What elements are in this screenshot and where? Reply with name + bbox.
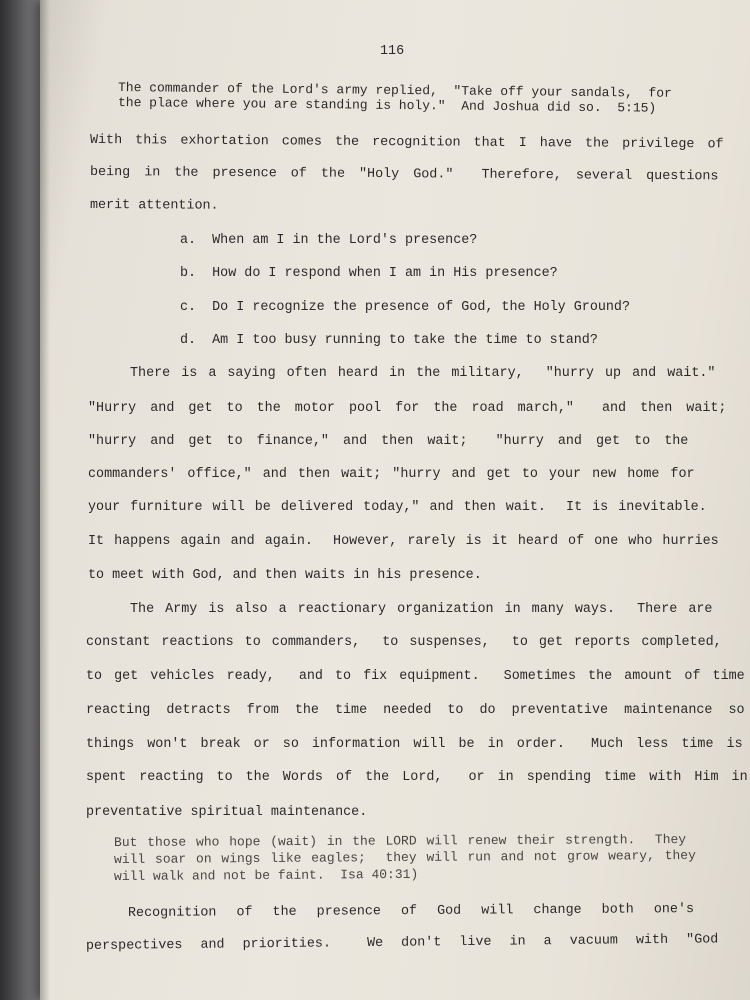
paragraph-line: It happens again and again. However, rarely is it heard of one who hurries <box>88 534 719 549</box>
paragraph-line: to get vehicles ready, and to fix equipment. Sometimes the amount of time <box>86 669 745 684</box>
paragraph-line: commanders' office," and then wait; "hurry and get to your new home for <box>88 467 695 482</box>
paragraph-line: With this exhortation comes the recognition that I have the privilege of <box>89 133 724 153</box>
block-quote-line: will walk and not be faint. Isa 40:31) <box>113 866 419 884</box>
paragraph-line: things won't break or so information will be in order. Much less time is <box>86 737 743 752</box>
question-item: b. How do I respond when I am in His presence? <box>180 266 558 281</box>
paragraph-line: "hurry and get to finance," and then wait; "hurry and get to the <box>88 434 689 449</box>
paragraph-line: There is a saying often heard in the military, "hurry up and wait." <box>130 366 716 381</box>
block-quote-line: the place where you are standing is holy." And Joshua did so. 5:15) <box>117 95 657 116</box>
paragraph-line: merit attention. <box>89 198 219 214</box>
paragraph-line: Recognition of the presence of God will change both one's <box>127 902 695 921</box>
block-quote-line: But those who hope (wait) in the LORD will renew their strength. They <box>113 832 687 850</box>
paragraph-line: your furniture will be delivered today," and then wait. It is inevitable. <box>88 500 707 515</box>
question-item: c. Do I recognize the presence of God, the Holy Ground? <box>180 300 630 315</box>
paragraph-line: preventative spiritual maintenance. <box>86 805 368 820</box>
paragraph-line: to meet with God, and then waits in his presence. <box>88 568 482 583</box>
paragraph-line: constant reactions to commanders, to suspenses, to get reports completed, <box>86 635 722 650</box>
paragraph-line: The Army is also a reactionary organization in many ways. There are <box>130 602 713 617</box>
page-number: 116 <box>380 44 405 59</box>
paragraph-line: being in the presence of the "Holy God." Therefore, several questions <box>89 165 719 185</box>
block-quote-line: The commander of the Lord's army replied, "Take off your sandals, for <box>117 80 672 101</box>
question-item: d. Am I too busy running to take the time to stand? <box>180 333 598 348</box>
paragraph-line: perspectives and priorities. We don't live in a vacuum with "God <box>85 932 719 954</box>
paragraph-line: "Hurry and get to the motor pool for the road march," and then wait; <box>88 401 727 416</box>
paragraph-line: reacting detracts from the time needed to do preventative maintenance so <box>86 703 745 718</box>
paragraph-line: spent reacting to the Words of the Lord, or in spending time with Him in <box>86 770 748 785</box>
question-item: a. When am I in the Lord's presence? <box>180 233 478 248</box>
block-quote-line: will soar on wings like eagles; they will run and not grow weary, they <box>113 847 696 867</box>
